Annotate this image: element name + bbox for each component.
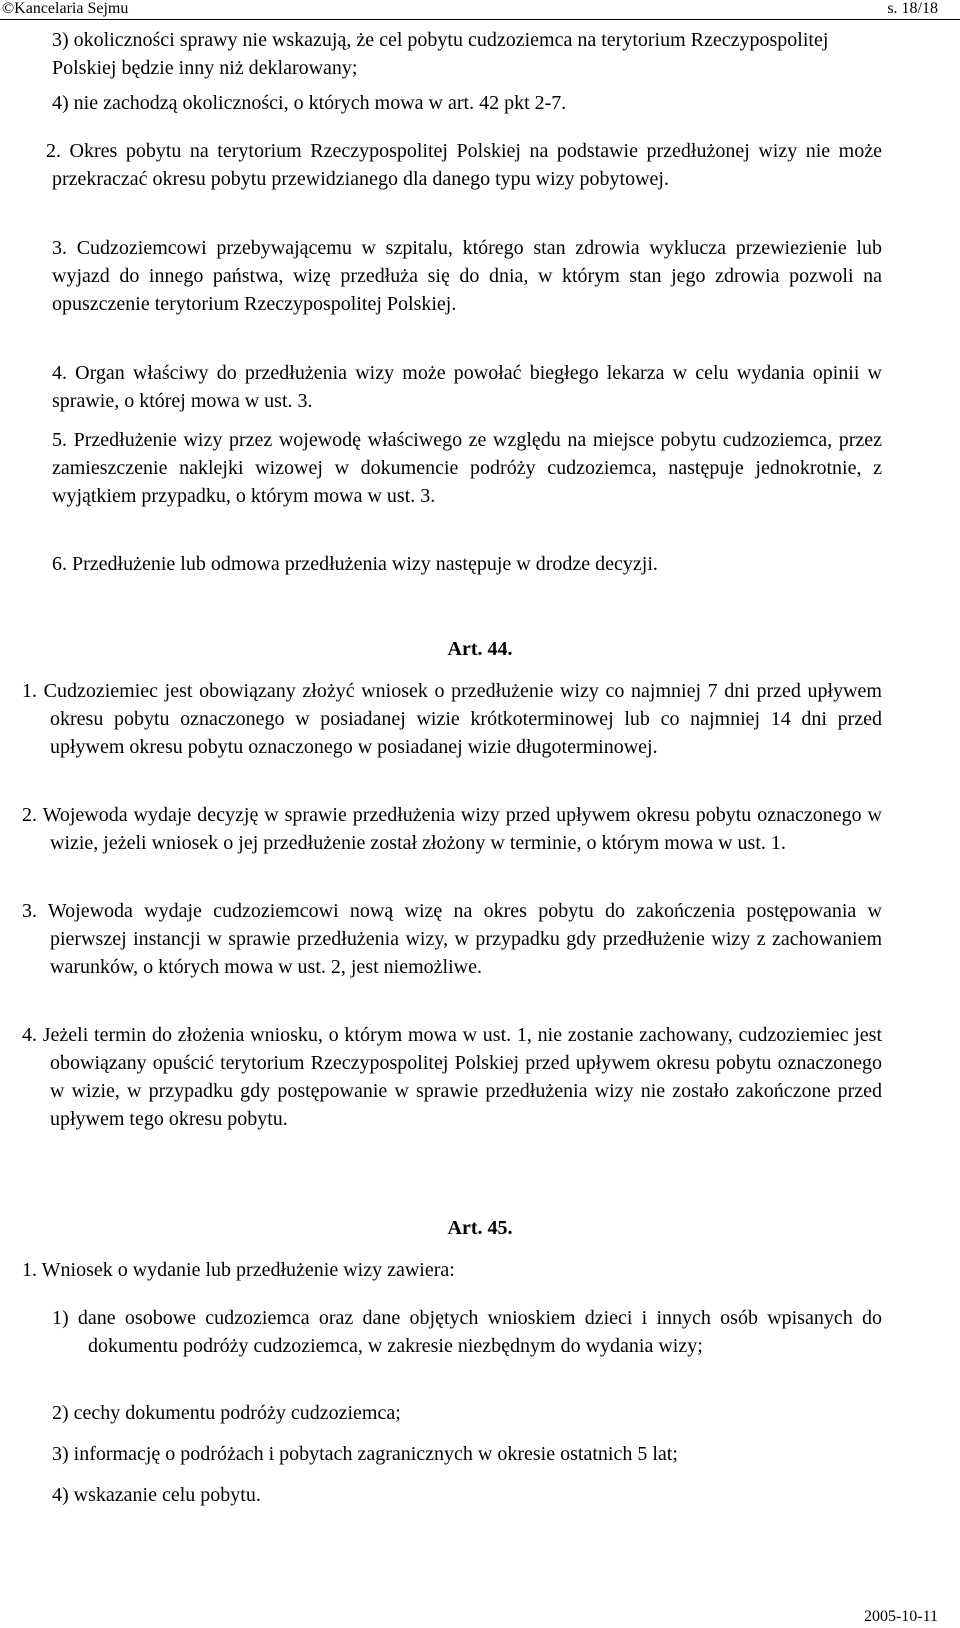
paragraph-3: 3. Cudzoziemcowi przebywającemu w szpitalu, którego stan zdrowia wyklucza przewiezienie lub wyjazd do innego państwa, wizę przedłuża się do dnia, w którym stan jego zdrowia pozwoli na opuszczenie terytorium Rzeczypospolitej Polskiej. [52,237,882,315]
art45-item-2: 2) cechy dokumentu podróży cudzoziemca; [52,1402,401,1424]
point-3: 3) okoliczności sprawy nie wskazują, że cel pobytu cudzoziemca na terytorium Rzeczypospolitej Polskiej będzie inny niż deklarowany; [52,29,829,79]
art44-paragraph-4: 4. Jeżeli termin do złożenia wniosku, o którym mowa w ust. 1, nie zostanie zachowany, cudzoziemiec jest obowiązany opuścić terytorium Rzeczypospolitej Polskiej przed upływem okresu pobytu oznaczonego w wizie, w przypadku gdy postępowanie w sprawie przedłużenia wizy nie zostało zakończone przed upływem tego okresu pobytu. [22,1024,882,1130]
copyright-label: ©Kancelaria Sejmu [2,0,129,17]
article-44-title: Art. 44. [447,638,513,660]
article-45-title: Art. 45. [447,1217,513,1239]
art45-item-4: 4) wskazanie celu pobytu. [52,1484,261,1506]
art44-paragraph-3: 3. Wojewoda wydaje cudzoziemcowi nową wizę na okres pobytu do zakończenia postępowania w pierwszej instancji w sprawie przedłużenia wizy, w przypadku gdy przedłużenie wizy z zachowaniem warunków, o których mowa w ust. 2, jest niemożliwe. [22,900,882,978]
art44-paragraph-1: 1. Cudzoziemiec jest obowiązany złożyć wniosek o przedłużenie wizy co najmniej 7 dni przed upływem okresu pobytu oznaczonego w posiadanej wizie krótkoterminowej lub co najmniej 14 dni przed upływem okresu pobytu oznaczonego w posiadanej wizie długoterminowej. [22,680,882,758]
paragraph-5: 5. Przedłużenie wizy przez wojewodę właściwego ze względu na miejsce pobytu cudzoziemca, przez zamieszczenie naklejki wizowej w dokumencie podróży cudzoziemca, następuje jednokrotnie, z wyjątkiem przypadku, o którym mowa w ust. 3. [52,429,882,507]
page-number: s. 18/18 [887,0,938,17]
header-divider [0,19,960,20]
paragraph-2: 2. Okres pobytu na terytorium Rzeczypospolitej Polskiej na podstawie przedłużonej wizy nie może przekraczać okresu pobytu przewidzianego dla danego typu wizy pobytowej. [46,140,882,190]
footer-date: 2005-10-11 [863,1608,938,1625]
art45-intro: 1. Wniosek o wydanie lub przedłużenie wizy zawiera: [22,1259,455,1281]
point-4: 4) nie zachodzą okoliczności, o których mowa w art. 42 pkt 2-7. [52,92,567,114]
art45-item-1: 1) dane osobowe cudzoziemca oraz dane objętych wnioskiem dzieci i innych osób wpisanych do dokumentu podróży cudzoziemca, w zakresie niezbędnym do wydania wizy; [52,1307,882,1357]
art44-paragraph-2: 2. Wojewoda wydaje decyzję w sprawie przedłużenia wizy przed upływem okresu pobytu oznaczonego w wizie, jeżeli wniosek o jej przedłużenie został złożony w terminie, o którym mowa w ust. 1. [22,804,882,854]
paragraph-6: 6. Przedłużenie lub odmowa przedłużenia wizy następuje w drodze decyzji. [52,553,658,575]
paragraph-4: 4. Organ właściwy do przedłużenia wizy może powołać biegłego lekarza w celu wydania opinii w sprawie, o której mowa w ust. 3. [52,362,882,412]
page-header [0,0,960,20]
art45-item-3: 3) informację o podróżach i pobytach zagranicznych w okresie ostatnich 5 lat; [52,1443,678,1465]
